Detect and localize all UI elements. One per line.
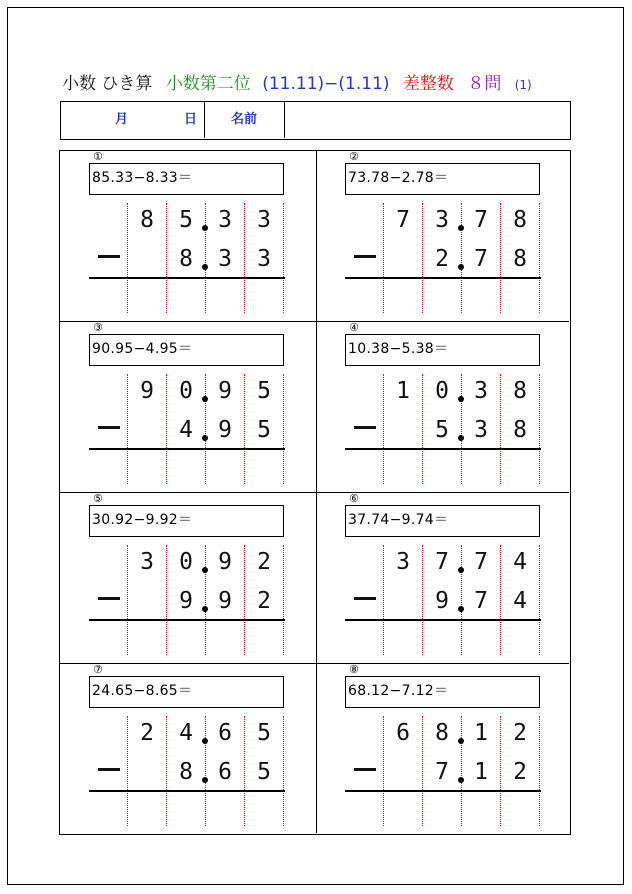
top-digit: 5 [257,720,271,746]
header-divider [204,102,205,138]
decimal-point [458,777,464,783]
decimal-point [202,264,208,270]
decimal-point [202,435,208,441]
decimal-point [458,435,464,441]
bottom-digit: 2 [513,759,527,785]
bottom-digit: 7 [474,246,488,272]
bottom-digit: 5 [257,759,271,785]
decimal-point [458,738,464,744]
name-date-header [60,101,571,140]
problem-number: ④ [349,321,359,334]
top-digit: 5 [257,378,271,404]
minus-sign [98,255,120,258]
decimal-point [458,396,464,402]
decimal-point [458,225,464,231]
top-digit: 2 [140,720,154,746]
decimal-point [202,738,208,744]
problem-grid [59,150,571,835]
problem-block [316,493,571,663]
title-pattern: (11.11)−(1.11) [262,74,390,94]
minus-sign [354,597,376,600]
problem-number: ② [349,150,359,163]
decimal-point [202,567,208,573]
bottom-digit: 8 [179,759,193,785]
top-digit: 9 [218,378,232,404]
problem-number: ⑥ [349,492,359,505]
worksheet-title [62,71,602,97]
top-digit: 7 [396,207,410,233]
title-topic: 小数 ひき算 [62,74,153,94]
top-digit: 8 [140,207,154,233]
bottom-digit: 3 [257,246,271,272]
answer-area[interactable] [384,279,540,313]
top-digit: 1 [396,378,410,404]
answer-area[interactable] [128,450,284,484]
bottom-digit: 2 [257,588,271,614]
title-sheet-number: (1) [514,78,532,92]
top-digit: 2 [513,720,527,746]
problem-expression: 90.95−4.95＝ [89,334,284,366]
top-digit: 8 [513,378,527,404]
minus-sign [98,597,120,600]
title-result-type: 差整数 [402,74,454,94]
bottom-digit: 2 [435,246,449,272]
top-digit: 6 [396,720,410,746]
answer-area[interactable] [128,621,284,655]
minus-sign [354,426,376,429]
problem-block [316,151,571,321]
name-field[interactable] [287,102,567,138]
bottom-digit: 9 [218,588,232,614]
bottom-digit: 8 [513,417,527,443]
problem-expression: 68.12−7.12＝ [345,676,540,708]
name-label: 名前 [231,112,258,127]
bottom-digit: 4 [179,417,193,443]
bottom-digit: 5 [257,417,271,443]
top-digit: 3 [140,549,154,575]
decimal-point [202,777,208,783]
problem-block [60,493,315,663]
decimal-point [458,567,464,573]
bottom-digit: 8 [513,246,527,272]
bottom-digit: 9 [435,588,449,614]
bottom-digit: 9 [179,588,193,614]
answer-area[interactable] [128,792,284,826]
problem-number: ⑤ [93,492,103,505]
top-digit: 7 [435,549,449,575]
decimal-point [202,225,208,231]
top-digit: 0 [435,378,449,404]
top-digit: 7 [474,549,488,575]
top-digit: 8 [435,720,449,746]
minus-sign [354,255,376,258]
top-digit: 3 [474,378,488,404]
top-digit: 0 [179,378,193,404]
top-digit: 0 [179,549,193,575]
answer-area[interactable] [384,450,540,484]
top-digit: 3 [435,207,449,233]
top-digit: 7 [474,207,488,233]
problem-number: ⑧ [349,663,359,676]
minus-sign [98,426,120,429]
decimal-point [202,606,208,612]
bottom-digit: 4 [513,588,527,614]
day-label: 日 [184,112,198,127]
problem-block [60,322,315,492]
problem-expression: 10.38−5.38＝ [345,334,540,366]
top-digit: 9 [140,378,154,404]
problem-expression: 73.78−2.78＝ [345,163,540,195]
answer-area[interactable] [384,621,540,655]
problem-number: ① [93,150,103,163]
bottom-digit: 3 [474,417,488,443]
minus-sign [98,768,120,771]
problem-block [60,151,315,321]
top-digit: 3 [218,207,232,233]
top-digit: 9 [218,549,232,575]
decimal-point [458,606,464,612]
bottom-digit: 3 [218,246,232,272]
top-digit: 8 [513,207,527,233]
title-level: 小数第二位 [165,74,251,94]
top-digit: 4 [179,720,193,746]
bottom-digit: 8 [179,246,193,272]
problem-expression: 37.74−9.74＝ [345,505,540,537]
header-divider [284,102,285,138]
bottom-digit: 5 [435,417,449,443]
top-digit: 2 [257,549,271,575]
top-digit: 6 [218,720,232,746]
minus-sign [354,768,376,771]
top-digit: 5 [179,207,193,233]
month-label: 月 [115,112,129,127]
problem-block [316,664,571,834]
top-digit: 3 [396,549,410,575]
bottom-digit: 7 [474,588,488,614]
problem-expression: 24.65−8.65＝ [89,676,284,708]
decimal-point [202,396,208,402]
problem-number: ⑦ [93,663,103,676]
top-digit: 4 [513,549,527,575]
problem-block [316,322,571,492]
bottom-digit: 9 [218,417,232,443]
problem-number: ③ [93,321,103,334]
problem-block [60,664,315,834]
answer-area[interactable] [128,279,284,313]
top-digit: 1 [474,720,488,746]
decimal-point [458,264,464,270]
bottom-digit: 1 [474,759,488,785]
bottom-digit: 7 [435,759,449,785]
problem-expression: 85.33−8.33＝ [89,163,284,195]
title-question-count: ８問 [467,74,502,94]
bottom-digit: 6 [218,759,232,785]
answer-area[interactable] [384,792,540,826]
top-digit: 3 [257,207,271,233]
problem-expression: 30.92−9.92＝ [89,505,284,537]
